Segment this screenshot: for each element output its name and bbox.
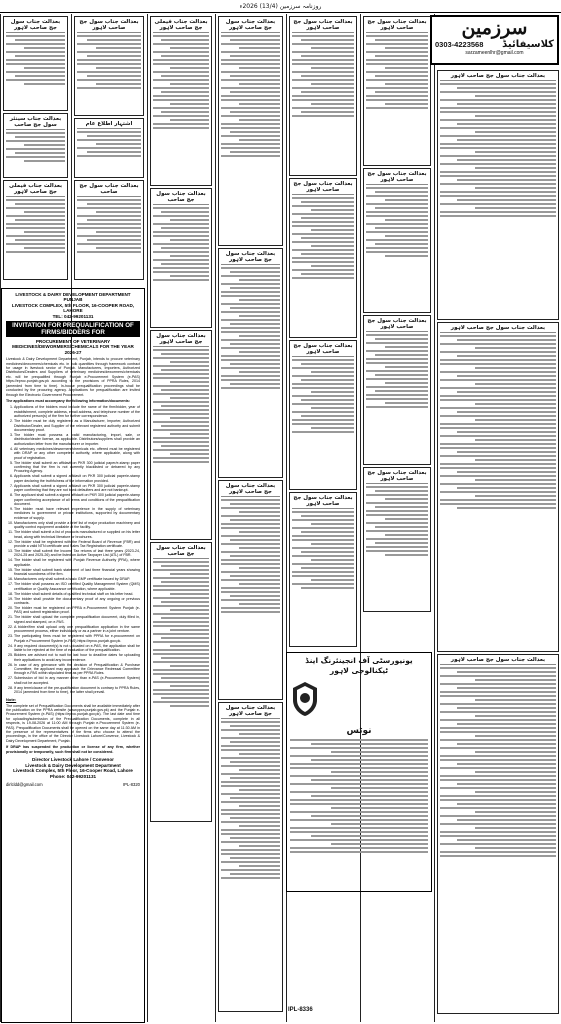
ad-title: بعدالت جناب فیملی جج صاحب لاہور <box>6 183 65 197</box>
ad-title: بعدالت جناب سول جج صاحب لاہور <box>221 705 280 719</box>
ipl-code-middle: IPL-8336 <box>288 1007 313 1013</box>
requirement-item: 1. Applications of the bidders must include the name of the firm/bidder, year of establishment, complete address, email address, and telephone number of the authorized person(s) of the firm for further correspondence. <box>14 405 140 418</box>
requirement-item: 22. A bidder/firm shall upload only one prequalification application in the same procurement process, either individually or as a partner in a joint venture. <box>14 625 140 634</box>
ad-box <box>289 340 357 490</box>
requirement-item: 11. The bidder shall submit a list of products manufactured or supplied on his letter head, along with technical literature or brochures. <box>14 530 140 539</box>
notice-notes-heading: Note: <box>6 696 17 702</box>
ad-title: بعدالت جناب سول جج صاحب لاہور <box>77 19 141 33</box>
notice-intro: Livestock & Dairy Development Department, Punjab, intends to procure veterinary medicines/dewormers/chemicals etc. in bulk quantities through framework contract for usage in livestock sector of Punjab. Manufacturers, Importers, Authorized Distributors/Dealers and Suppliers of veterinary medicines/dewormers/chemicals etc. will be prequalified through Punjab e-Procurement System (e-PAS) https://eproc.punjab.gov.pk according to the provisions of PPRA Rules, 2014 (amended from time to time). In-house prequalification proceedings shall be conducted by the procuring agency. Applications for prequalification are invited through the Electronic Government Procurement. <box>6 357 140 397</box>
ad-title: بعدالت جناب سول جج صاحب لاہور <box>153 333 209 347</box>
ad-title: بعدالت جناب سول جج صاحب لاہور <box>367 171 427 183</box>
ad-box <box>363 168 431 313</box>
ad-title: بعدالت جناب سول جج صاحب لاہور <box>367 318 427 330</box>
ad-box <box>3 180 68 280</box>
notice-footer <box>6 782 140 787</box>
requirement-item: 19. The bidder shall provide the documentary proof of any ongoing or previous contracts. <box>14 597 140 606</box>
requirement-item: 15. The bidder shall submit bank statement of last three financial years showing financial soundness of the firm. <box>14 568 140 577</box>
ad-box <box>74 180 144 280</box>
notice-tel: TEL: 042-99201131 <box>52 313 94 319</box>
ad-title: بعدالت جناب سول جج صاحب لاہور <box>367 19 427 31</box>
ad-box <box>363 16 431 166</box>
ad-box <box>150 188 212 328</box>
ad-title: بعدالت جناب فیملی جج صاحب لاہور <box>154 19 208 31</box>
university-emblem-icon <box>290 680 320 718</box>
ad-box <box>218 480 283 700</box>
signature-address: Livestock Complex, 5th Floor, 16-Cooper Road, Lahore <box>13 768 133 774</box>
ad-box <box>3 16 68 111</box>
ad-title: بعدالت جناب سول جج صاحب لاہور <box>221 483 280 497</box>
notice-address: LIVESTOCK COMPLEX, 5th FLOOR, 16-COOPER ROAD, LAHORE <box>11 302 135 314</box>
ad-title: بعدالت جناب سول جج صاحب لاہور <box>221 19 280 33</box>
requirement-item: 25. Bidders are advised not to wait for last hour to deadline dates for uploading their applications to avoid any inconvenience. <box>14 653 140 662</box>
ad-title: بعدالت جناب سول جج صاحب لاہور <box>6 19 65 33</box>
signature-title: Director Livestock Lahore / Convenor <box>32 757 114 762</box>
column-4 <box>215 14 285 1022</box>
masthead-website: sarzameenlhr@gmail.com <box>465 50 524 56</box>
ad-box <box>218 16 283 246</box>
requirement-item: 13. The bidder shall submit the Income Tax returns of last three years (2023-24, 2024-25 and 2025-26) and be listed on Active Taxpayer List (ATL) of FBR. <box>14 549 140 558</box>
requirement-item: 8. The applicant shall submit a signed affidavit on PKR 300 judicial paper/e-stamp paper confirming acceptance of all terms and conditions of the prequalification document. <box>14 493 140 506</box>
uet-notice-title: یونیورسٹی آف انجینئرنگ اینڈ ٹیکنالوجی لاہور <box>305 656 413 675</box>
ad-box <box>150 16 212 186</box>
notice-province: PUNJAB <box>63 297 83 303</box>
requirement-item: 9. The bidder must have relevant experience in the supply of veterinary medicines to government or private institutions, supported by documentary evidence of supply. <box>14 507 140 520</box>
ad-box <box>363 315 431 465</box>
ad-box <box>150 542 212 822</box>
masthead-category: کلاسیفائیڈ <box>502 39 554 50</box>
ad-title: بعدالت جناب سول جج صاحب لاہور <box>293 495 353 507</box>
newspaper-name: سرزمین <box>461 17 528 39</box>
requirement-item: 3. The bidder must possess a valid manufacturing, import, sale, or distributor/dealer license, as applicable. Distributors/suppliers shall provide an authorization letter from the manufacturer or importer. <box>14 433 140 446</box>
notice-email: dirlcldd@gmail.com <box>6 782 43 788</box>
requirement-item: 18. The bidder shall submit details of qualified technical staff on his letter head. <box>14 592 140 596</box>
requirement-item: 26. In case of any grievance with the decision of Prequalification & Purchase Committee, the applicant may approach the Grievance Redressal Committee through e-PAS within stipulated time as per PPRA Rules. <box>14 663 140 676</box>
ad-box <box>218 702 283 1012</box>
ad-title: بعدالت جناب سول جج صاحب <box>77 183 141 197</box>
ad-box <box>437 322 559 652</box>
ad-box <box>218 248 283 478</box>
masthead-phone: 0303-4223568 <box>435 40 484 49</box>
requirement-item: 7. Applicants shall submit a signed affidavit on PKR 300 judicial paper/e-stamp paper confirming that they are not bank defaulters and are not bankrupt. <box>14 484 140 493</box>
requirement-item: 20. The bidder must be registered on PPRA e-Procurement System Punjab (e-PAS) and submit registration proof. <box>14 606 140 615</box>
requirement-item: 4. All veterinary medicines/dewormers/chemicals etc. offered must be registered with DRAP or any other competent authority, where applicable, along with proof of registration. <box>14 447 140 460</box>
requirement-item: 16. Manufacturers only shall submit a basic GMP certificate issued by DRAP. <box>14 577 140 581</box>
ad-box <box>363 467 431 612</box>
ad-title: بعدالت جناب سول جج صاحب لاہور <box>221 251 280 265</box>
classified-masthead <box>430 15 559 65</box>
ad-title: بعدالت جناب سول جج صاحب <box>153 191 209 205</box>
requirement-item: 5. The bidder shall submit an affidavit on PKR 300 judicial paper/e-stamp paper confirming that the firm is not currently blacklisted or debarred by any Procuring Agency. <box>14 461 140 474</box>
ad-title: بعدالت جناب سول جج صاحب لاہور <box>293 19 353 31</box>
requirement-item: 23. The participating firms must be registered with PPRA for e-procurement on Punjab e-Procurement System (e-PAS) https://eproc.punjab.gov.pk. <box>14 634 140 643</box>
requirement-item: 2. The bidder must be duly registered as a Manufacturer, Importer, Authorized Distributor/Dealer, and Supplier of the relevant registered authority and submit documentary proof. <box>14 419 140 432</box>
date-header <box>0 0 561 13</box>
ad-box <box>289 178 357 338</box>
notice-signature <box>6 757 140 779</box>
column-3 <box>147 14 214 1022</box>
prequalification-notice <box>1 288 145 1023</box>
uet-notice-subtitle: نوٹس <box>346 726 372 736</box>
ad-title: بعدالت جناب سول جج صاحب لاہور <box>440 73 556 81</box>
requirement-item: 10. Manufacturers only shall provide a brief list of major production machinery and quality control equipment available at the facility. <box>14 521 140 530</box>
masthead-row <box>432 39 557 50</box>
requirement-item: 14. The bidder shall be registered with Punjab Revenue Authority (PRA), where applicable. <box>14 558 140 567</box>
ad-box <box>74 16 144 116</box>
ad-title: بعدالت جناب سول جج صاحب <box>153 545 209 559</box>
requirement-item: 21. The bidder shall upload the complete prequalification document, duly filled in, signed and stamped, on e-PAS. <box>14 615 140 624</box>
notice-list-heading: The applications must accompany the following information/documents: <box>6 398 130 403</box>
requirement-item: 17. The bidder shall possess an ISO certified Quality Management System (QMS) certification or Quality Assurance certification, where applicable. <box>14 582 140 591</box>
ad-title: بعدالت جناب سینئر سول جج صاحب <box>6 116 65 130</box>
notice-code: IPL-8320 <box>123 782 140 788</box>
notice-disclaimer: If DRAP has suspended the production or license of any firm, whether provisionally or temporarily, such firm shall not be considered. <box>6 745 140 754</box>
date-line: روزنامہ سرزمین (13/4) 2026ء <box>239 2 322 10</box>
column-7 <box>434 14 561 1022</box>
notice-notes-text: The complete set of Prequalification Documents shall be available immediately after the publication on the PPRA website (www.ppra.punjab.gov.pk) and the Punjab e-Procurement System (e-PAS) (https://eproc.punjab.gov.pk). The last date and time for uploading/submission of the Prequalification Documents, complete in all respects, is 19-08-2026 at 11:00 AM through Punjab e-Procurement System (e-PAS). Prequalification Documents shall be opened on the same day at 11:30 AM in the presence of the representatives of the firms who choose to attend the proceedings, in the office of the Director Livestock Lahore/Convenor, Livestock & Dairy Development Department, Punjab. <box>6 703 140 743</box>
ad-title: بعدالت جناب سول جج صاحب لاہور <box>293 343 353 355</box>
ad-box <box>150 330 212 540</box>
notice-dept: LIVESTOCK & DAIRY DEVELOPMENT DEPARTMENT <box>15 292 131 297</box>
requirement-item: 27. Submission of bid in any manner other than e-PAS (e-Procurement System) shall not be accepted. <box>14 676 140 685</box>
requirement-item: 12. The bidder shall be registered with the Federal Board of Revenue (FBR) and provide a valid NTN certificate and Sales Tax Registration certificate. <box>14 540 140 549</box>
ad-title: بعدالت جناب سول جج صاحب لاہور <box>367 470 427 482</box>
signature-phone: Phone: 042-99201131 <box>49 773 97 779</box>
ad-title: اشتہار اطلاع عام <box>77 121 141 129</box>
notice-subject: PROCUREMENT OF VETERINARY MEDICINES/DEWORMERS/CHEMICALS FOR THE YEAR 2026-27 <box>12 339 134 355</box>
ad-box <box>289 16 357 176</box>
notice-banner: INVITATION FOR PREQUALIFICATION OF FIRMS/BIDDERS FOR <box>6 321 140 337</box>
requirement-item: 6. Applicants shall submit a signed affidavit on PKR 300 judicial paper/e-stamp paper declaring the truthfulness of the information provided. <box>14 474 140 483</box>
signature-dept: Livestock & Dairy Development Department <box>25 762 121 768</box>
ad-title: بعدالت جناب سول جج صاحب لاہور <box>440 657 556 665</box>
ad-title: بعدالت جناب سول جج صاحب لاہور <box>293 181 353 193</box>
requirement-item: 24. If any required document(s) is not uploaded on e-PAS, the application shall be liable to be rejected at the time of evaluation of the prequalification. <box>14 644 140 653</box>
ad-box <box>289 492 357 647</box>
ad-box <box>437 654 559 1014</box>
ad-box <box>74 118 144 178</box>
ad-box <box>3 113 68 178</box>
requirement-item: 28. If any term/clause of the pre-qualification document is contrary to PPRA Rules, 2014 (amended from time to time), the latter shall prevail. <box>14 686 140 695</box>
notice-requirements-list <box>6 405 140 694</box>
ad-title: بعدالت جناب سول جج صاحب لاہور <box>440 325 556 333</box>
uet-notice <box>286 652 432 892</box>
ad-box <box>437 70 559 320</box>
